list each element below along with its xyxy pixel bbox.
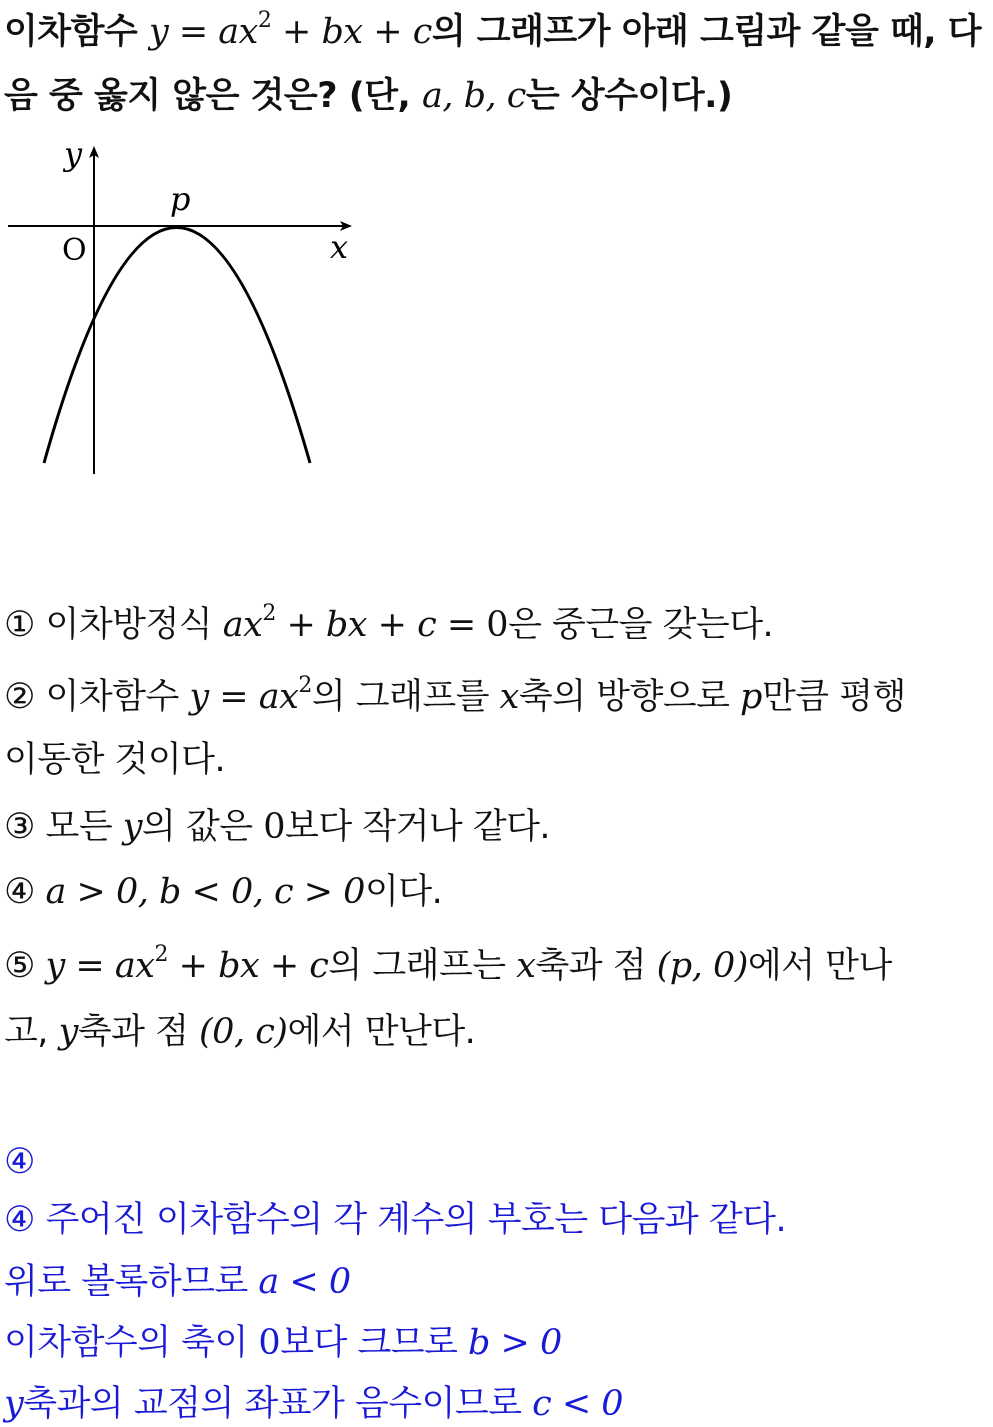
vertex-label: p [170, 180, 191, 218]
option-5: ⑤ $y = ax^2$ + bx + c의 그래프는 x축과 점 (p, 0)에서 만나 [4, 942, 892, 986]
x-axis-label: x [330, 228, 349, 266]
question-line-2: 음 중 옳지 않은 것은? (단, a, b, c는 상수이다.) [4, 76, 733, 116]
option-1: ① 이차방정식 $ax^2$ + bx + c = 0은 중근을 갖는다. [4, 601, 774, 645]
y-axis-label: y [64, 140, 83, 173]
option-2-cont: 이동한 것이다. [4, 740, 226, 780]
parabola-graph [0, 140, 380, 490]
answer-choice: ④ [4, 1142, 35, 1182]
answer-step-1: 위로 볼록하므로 a < 0 [4, 1262, 351, 1302]
origin-label: O [62, 233, 87, 268]
answer-explanation: ④ 주어진 이차함수의 각 계수의 부호는 다음과 같다. [4, 1200, 787, 1240]
option-5-cont: 고, y축과 점 (0, c)에서 만난다. [4, 1012, 476, 1052]
option-3: ③ 모든 y의 값은 0보다 작거나 같다. [4, 807, 551, 847]
question-line-1: 이차함수 $y = ax^2$ + bx + c의 그래프가 아래 그림과 같을 때, 다 [4, 8, 982, 52]
answer-step-2: 이차함수의 축이 0보다 크므로 b > 0 [4, 1323, 562, 1363]
option-2: ② 이차함수 $y = ax^2$의 그래프를 x축의 방향으로 p만큼 평행 [4, 673, 906, 717]
option-4: ④ a > 0, b < 0, c > 0이다. [4, 872, 443, 912]
answer-step-3: y축과의 교점의 좌표가 음수이므로 c < 0 [4, 1384, 624, 1424]
